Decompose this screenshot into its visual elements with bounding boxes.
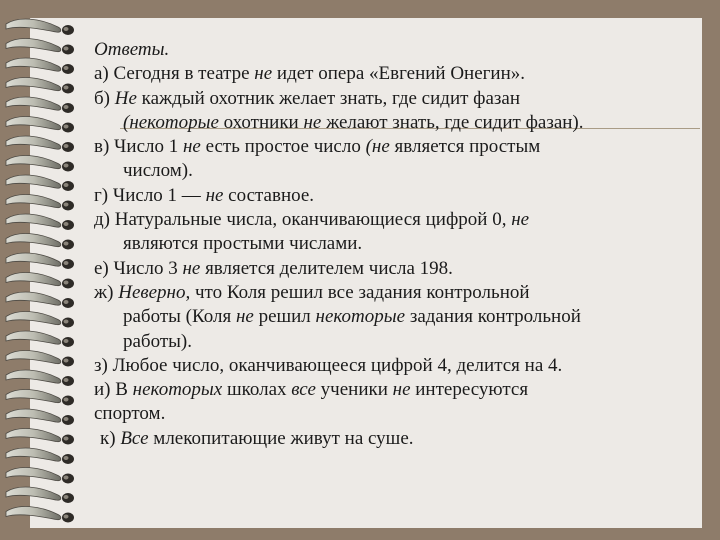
binding-ring bbox=[6, 448, 61, 461]
binding-hole-glint bbox=[64, 398, 69, 402]
binding-hole-glint bbox=[64, 339, 69, 343]
binding-hole-glint bbox=[64, 320, 69, 324]
binding-ring bbox=[6, 155, 61, 168]
binding-hole-glint bbox=[64, 144, 69, 148]
answer-v: в) Число 1 не есть простое число (не является простым bbox=[94, 136, 541, 158]
binding-ring bbox=[6, 370, 61, 383]
answer-b: б) Не каждый охотник желает знать, где сидит фазан bbox=[94, 87, 521, 109]
binding-hole-glint bbox=[64, 164, 69, 168]
binding-ring bbox=[6, 350, 61, 363]
binding-hole-glint bbox=[64, 183, 69, 187]
binding-ring bbox=[6, 389, 61, 402]
answer-zh: ж) Неверно, что Коля решил все задания контрольной bbox=[94, 281, 530, 303]
answer-b-continued: (некоторые охотники не желают знать, где сидит фазан). bbox=[123, 111, 584, 133]
answer-zh-continued: работы (Коля не решил некоторые задания контрольной bbox=[123, 306, 581, 328]
binding-ring bbox=[6, 214, 61, 227]
binding-ring bbox=[6, 311, 61, 324]
binding-hole-glint bbox=[64, 437, 69, 441]
binding-hole-glint bbox=[64, 300, 69, 304]
binding-ring bbox=[6, 58, 61, 71]
binding-ring bbox=[6, 116, 61, 129]
binding-ring bbox=[6, 136, 61, 149]
binding-hole-glint bbox=[64, 125, 69, 129]
binding-ring bbox=[6, 292, 61, 305]
binding-hole-glint bbox=[64, 476, 69, 480]
answer-i-continued: спортом. bbox=[94, 403, 166, 425]
spiral-binding-icon bbox=[0, 0, 90, 540]
binding-hole-glint bbox=[64, 417, 69, 421]
answer-zh-continued-2: работы). bbox=[123, 330, 192, 352]
binding-hole-glint bbox=[64, 242, 69, 246]
binding-hole-glint bbox=[64, 495, 69, 499]
binding-ring bbox=[6, 467, 61, 480]
binding-ring bbox=[6, 409, 61, 422]
binding-ring bbox=[6, 38, 61, 51]
binding-hole-glint bbox=[64, 105, 69, 109]
binding-ring bbox=[6, 487, 61, 500]
binding-ring bbox=[6, 506, 61, 519]
binding-hole-glint bbox=[64, 261, 69, 265]
answer-k: к) Все млекопитающие живут на суше. bbox=[100, 427, 414, 449]
binding-hole-glint bbox=[64, 515, 69, 519]
binding-ring bbox=[6, 331, 61, 344]
answer-d-continued: являются простыми числами. bbox=[123, 233, 363, 255]
answer-d: д) Натуральные числа, оканчивающиеся цифрой 0, не bbox=[94, 209, 530, 231]
binding-ring bbox=[6, 233, 61, 246]
answer-a: а) Сегодня в театре не идет опера «Евгений Онегин». bbox=[94, 63, 526, 85]
binding-hole-glint bbox=[64, 378, 69, 382]
binding-ring bbox=[6, 272, 61, 285]
binding-ring bbox=[6, 428, 61, 441]
binding-hole-glint bbox=[64, 66, 69, 70]
binding-ring bbox=[6, 194, 61, 207]
binding-ring bbox=[6, 253, 61, 266]
answer-e: е) Число 3 не является делителем числа 198. bbox=[94, 257, 453, 279]
answer-g: г) Число 1 — не составное. bbox=[94, 184, 315, 206]
answer-z: з) Любое число, оканчивающееся цифрой 4, делится на 4. bbox=[94, 354, 563, 376]
binding-hole-glint bbox=[64, 203, 69, 207]
answer-v-continued: числом). bbox=[123, 160, 193, 182]
binding-hole-glint bbox=[64, 27, 69, 31]
binding-hole-glint bbox=[64, 47, 69, 51]
answers-heading: Ответы. bbox=[94, 39, 170, 60]
binding-ring bbox=[6, 77, 61, 90]
binding-hole-glint bbox=[64, 86, 69, 90]
binding-ring bbox=[6, 175, 61, 188]
binding-hole-glint bbox=[64, 281, 69, 285]
binding-hole-glint bbox=[64, 359, 69, 363]
binding-ring bbox=[6, 19, 61, 32]
binding-hole-glint bbox=[64, 222, 69, 226]
answer-i: и) В некоторых школах все ученики не интересуются bbox=[94, 379, 529, 401]
binding-ring bbox=[6, 97, 61, 110]
binding-hole-glint bbox=[64, 456, 69, 460]
answers-text bbox=[94, 38, 694, 451]
